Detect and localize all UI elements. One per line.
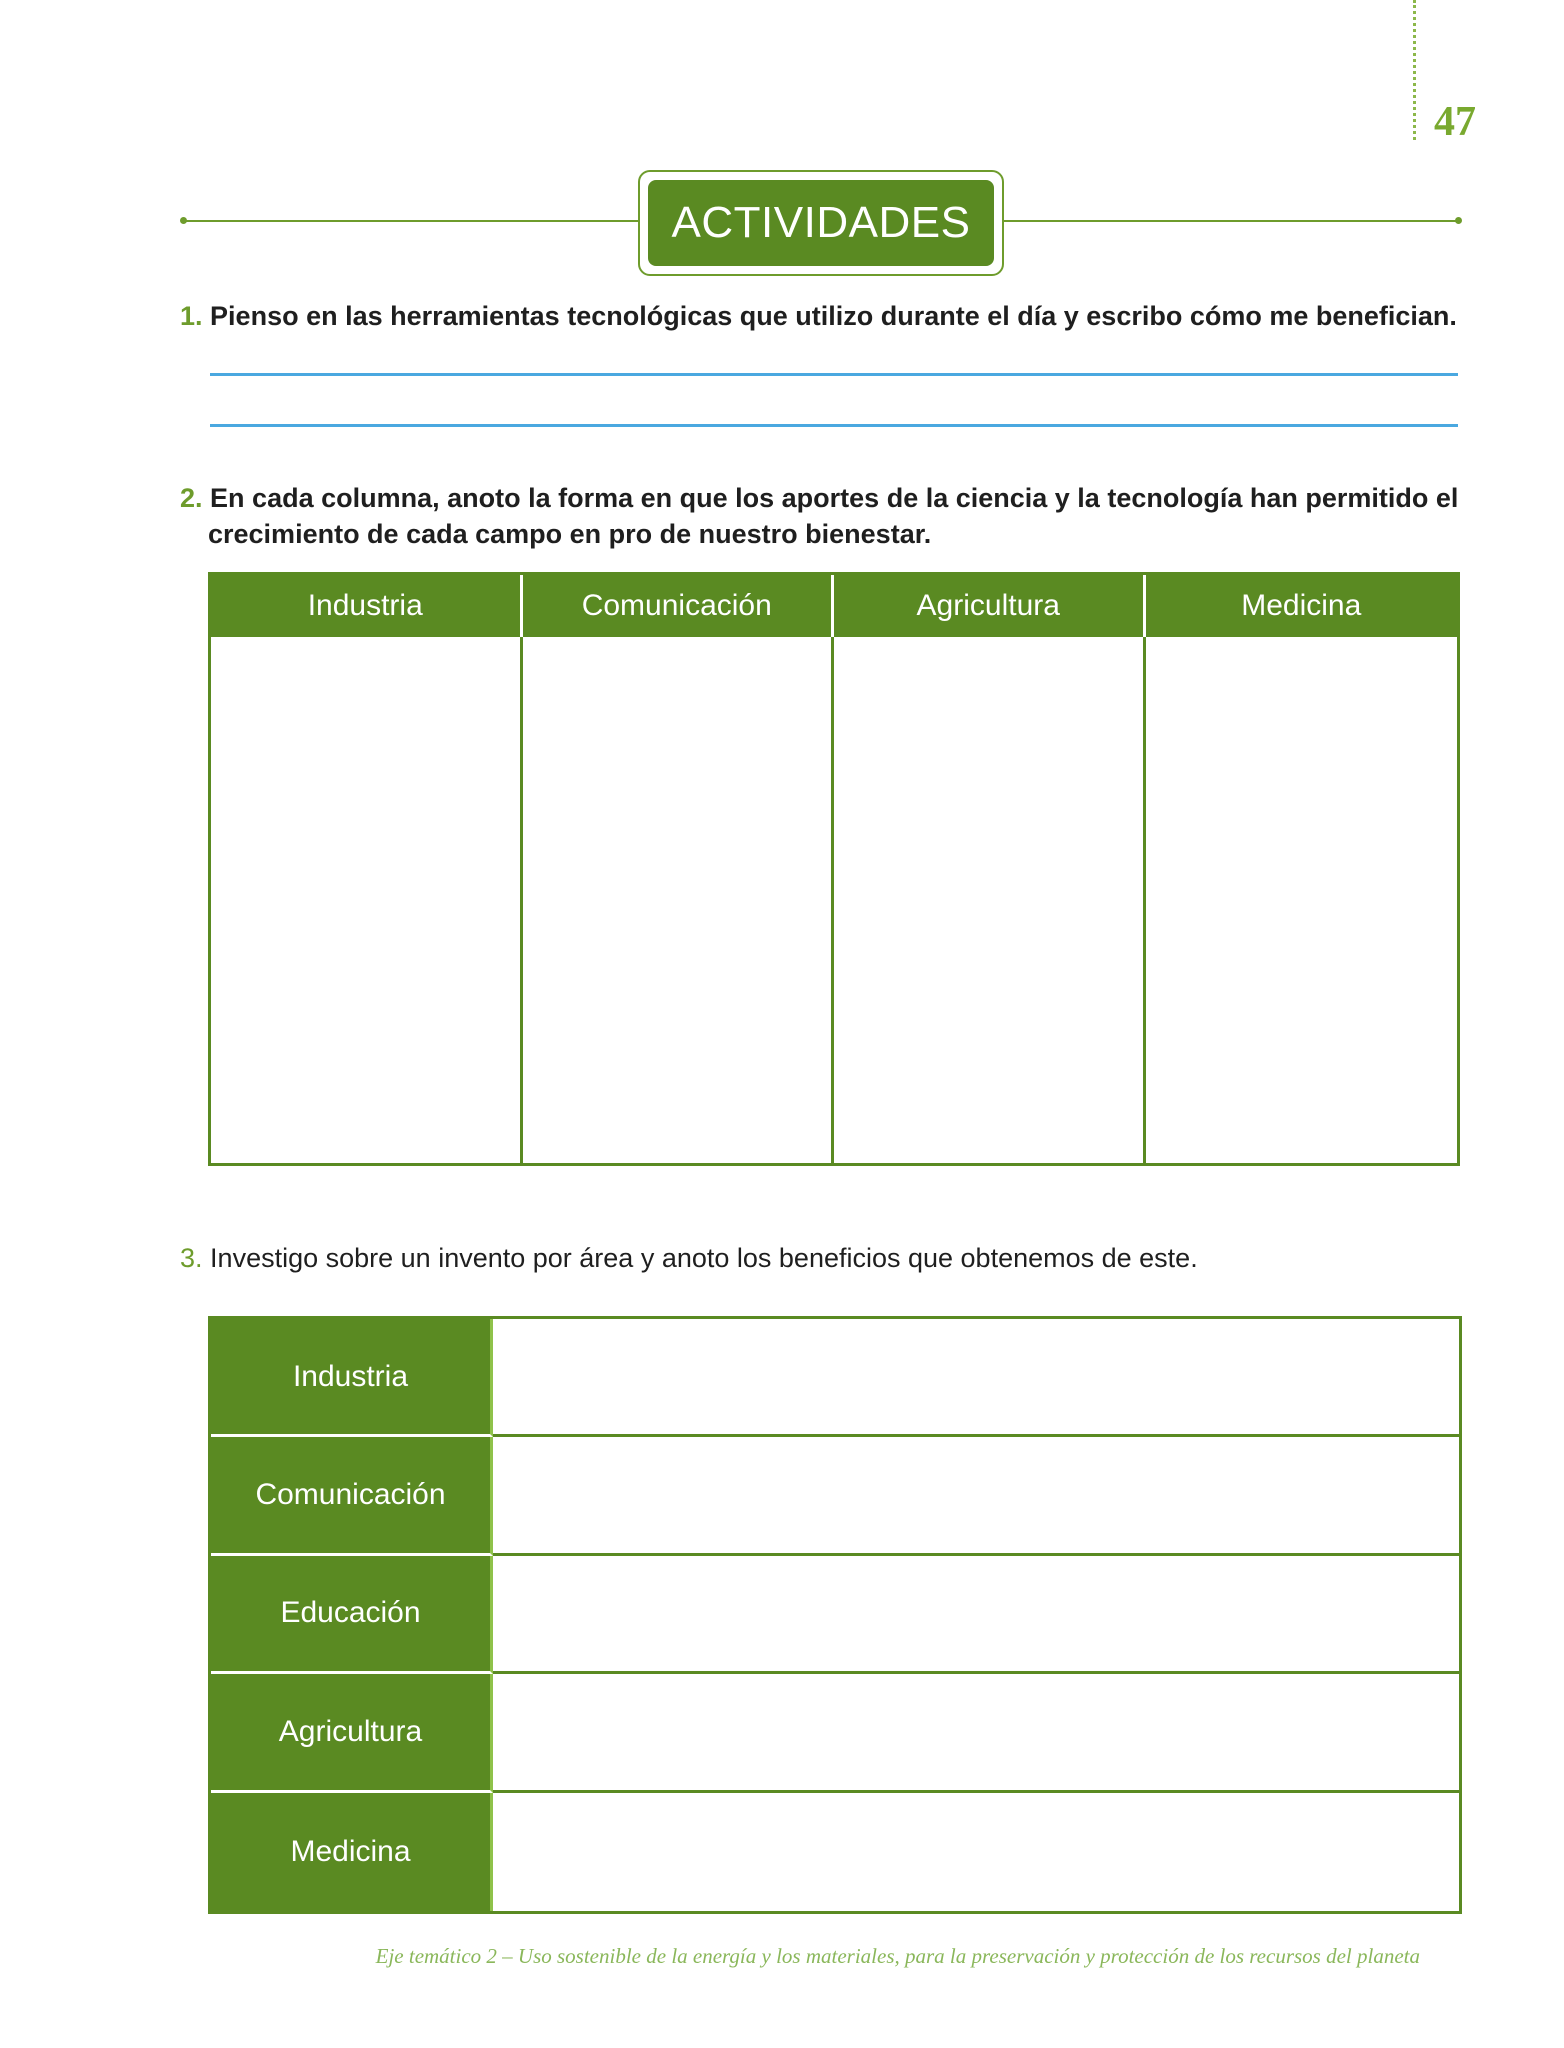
answer-cell-row-educacion[interactable] [493,1556,1459,1674]
answer-cell-row-comunicacion[interactable] [493,1437,1459,1555]
column-header-comunicacion: Comunicación [523,575,835,637]
question-2 [180,480,1458,517]
answer-line-1[interactable] [210,373,1458,376]
page-number: 47 [1434,99,1476,145]
row-label-medicina: Medicina [211,1793,493,1911]
header-rule-dot-right [1455,217,1462,224]
section-title: ACTIVIDADES [671,198,971,247]
question-1-number: 1. [180,301,203,331]
question-1 [180,298,1457,335]
row-label-agricultura: Agricultura [211,1674,493,1792]
row-label-industria: Industria [211,1319,493,1437]
answer-cell-agricultura[interactable] [834,637,1146,1163]
question-3 [180,1240,1198,1277]
question-2-text-line2: crecimiento de cada campo en pro de nuestro bienestar. [208,519,932,549]
question-3-number: 3. [180,1243,203,1273]
question-1-text: Pienso en las herramientas tecnológicas que utilizo durante el día y escribo cómo me benefician. [210,301,1457,331]
row-label-comunicacion: Comunicación [211,1437,493,1555]
answer-cell-row-agricultura[interactable] [493,1674,1459,1792]
answer-cell-row-industria[interactable] [493,1319,1459,1437]
page-footer: Eje temático 2 – Uso sostenible de la energía y los materiales, para la preservación y protección de los recursos del planeta [375,1944,1420,1968]
question-2-text-line1: En cada columna, anoto la forma en que los aportes de la ciencia y la tecnología han permitido el [210,483,1459,513]
question-2-number: 2. [180,483,203,513]
column-header-industria: Industria [211,575,523,637]
row-label-educacion: Educación [211,1556,493,1674]
answer-cell-comunicacion[interactable] [523,637,835,1163]
answer-cell-row-medicina[interactable] [493,1793,1459,1911]
header-rule-dot-left [180,217,187,224]
inventions-table [208,1316,1462,1914]
answer-cell-industria[interactable] [211,637,523,1163]
margin-dotted-line [1413,0,1416,140]
question-3-text: Investigo sobre un invento por área y anoto los beneficios que obtenemos de este. [210,1243,1198,1273]
answer-line-2[interactable] [210,424,1458,427]
fields-table [208,572,1460,1166]
answer-cell-medicina[interactable] [1146,637,1458,1163]
column-header-medicina: Medicina [1146,575,1458,637]
column-header-agricultura: Agricultura [834,575,1146,637]
section-badge [648,180,994,266]
